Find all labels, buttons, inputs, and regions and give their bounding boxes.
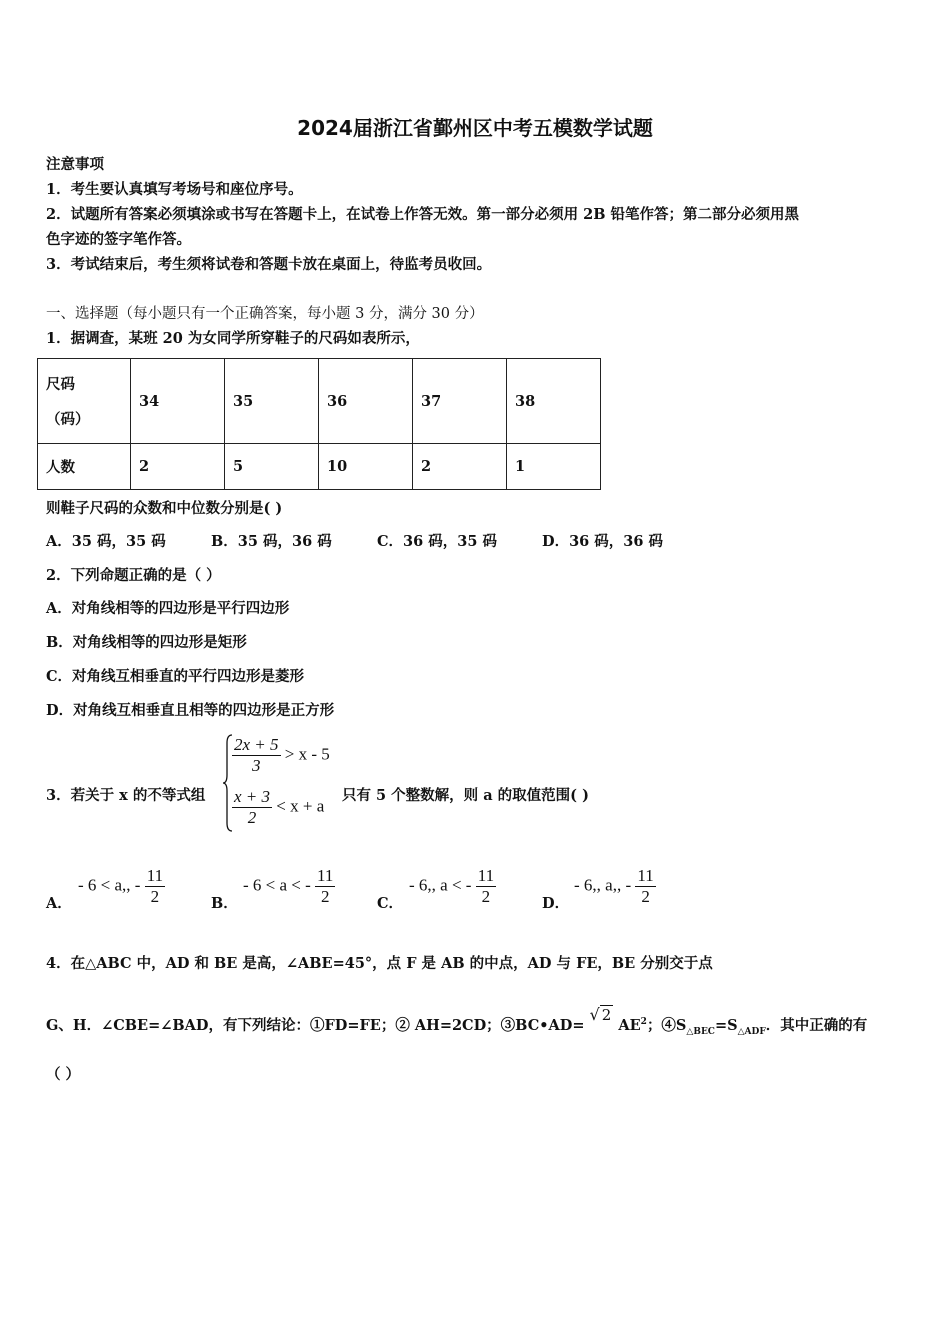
- table-cell: 2: [131, 444, 225, 490]
- table-cell: 36: [319, 359, 413, 444]
- notice-item-1: 1．考生要认真填写考场号和座位序号。: [46, 181, 303, 198]
- q3-option-b[interactable]: - 6 < a < - $\frac{11}{2}$: [243, 866, 334, 906]
- notice-heading: 注意事项: [46, 156, 104, 173]
- table-header-count: 人数: [38, 444, 131, 490]
- q1-option-d[interactable]: D．36 码，36 码: [542, 533, 664, 550]
- table-cell: 34: [131, 359, 225, 444]
- table-cell: 10: [319, 444, 413, 490]
- q3-stem-suffix: 只有 5 个整数解，则 a 的取值范围( ): [342, 787, 589, 804]
- q1-option-a[interactable]: A．35 码，35 码: [46, 533, 166, 550]
- q3-option-b-label[interactable]: B．: [211, 895, 238, 912]
- table-cell: 5: [225, 444, 319, 490]
- section-heading: 一、选择题（每小题只有一个正确答案，每小题 3 分，满分 30 分）: [46, 306, 484, 322]
- q4-line1: 4．在△ABC 中，AD 和 BE 是高，∠ABE=45°，点 F 是 AB 的中点，AD 与 FE，BE 分别交于点: [46, 955, 713, 972]
- q2-option-c[interactable]: C．对角线互相垂直的平行四边形是菱形: [46, 668, 305, 685]
- q3-option-a-label[interactable]: A．: [46, 895, 72, 912]
- shoe-size-table: [37, 358, 601, 490]
- q4-line3: （ ）: [46, 1066, 81, 1083]
- page-title: 2024届浙江省鄞州区中考五模数学试题: [297, 116, 653, 140]
- q2-option-d[interactable]: D．对角线互相垂直且相等的四边形是正方形: [46, 702, 335, 719]
- q3-stem-prefix: 3．若关于 x 的不等式组: [46, 787, 206, 804]
- table-cell: 37: [413, 359, 507, 444]
- notice-item-2-cont: 色字迹的签字笔作答。: [46, 231, 191, 248]
- table-cell: 38: [507, 359, 601, 444]
- inequality-1: $\frac{2x + 5}{3}$ > x - 5: [234, 735, 330, 775]
- q3-option-a[interactable]: - 6 < a,, - $\frac{11}{2}$: [78, 866, 164, 906]
- q2-option-b[interactable]: B．对角线相等的四边形是矩形: [46, 634, 247, 651]
- q1-stem: 1．据调查，某班 20 为女同学所穿鞋子的尺码如表所示，: [46, 330, 420, 347]
- sqrt-expression: √ 2: [589, 1005, 612, 1024]
- q1-option-b[interactable]: B．35 码，36 码: [211, 533, 332, 550]
- table-cell: 1: [507, 444, 601, 490]
- table-cell: 2: [413, 444, 507, 490]
- q2-stem: 2．下列命题正确的是（ ）: [46, 567, 221, 584]
- q3-option-c[interactable]: - 6,, a < - $\frac{11}{2}$: [409, 866, 495, 906]
- q1-option-c[interactable]: C．36 码，35 码: [377, 533, 497, 550]
- q4-line2: G、H．∠CBE=∠BAD，有下列结论：①FD=FE；② AH=2CD；③BC•AD= √ 2 $AE^2$；$④S_{\triangle BEC}=S_{\triangle ADF}$．其中正确的有: [46, 1005, 868, 1037]
- inequality-2: $\frac{x + 3}{2}$ < x + a: [234, 787, 325, 827]
- q2-option-a[interactable]: A．对角线相等的四边形是平行四边形: [46, 600, 290, 617]
- notice-item-3: 3．考试结束后，考生须将试卷和答题卡放在桌面上，待监考员收回。: [46, 256, 492, 273]
- q3-option-d-label[interactable]: D．: [542, 895, 570, 912]
- table-cell: 35: [225, 359, 319, 444]
- notice-item-2: 2．试题所有答案必须填涂或书写在答题卡上，在试卷上作答无效。第一部分必须用 2B 铅笔作答；第二部分必须用黑: [46, 206, 800, 223]
- q3-option-c-label[interactable]: C．: [377, 895, 404, 912]
- table-header-size: 尺码 （码）: [38, 359, 131, 444]
- q1-question: 则鞋子尺码的众数和中位数分别是( ): [46, 500, 283, 517]
- q3-option-d[interactable]: - 6,, a,, - $\frac{11}{2}$: [574, 866, 654, 906]
